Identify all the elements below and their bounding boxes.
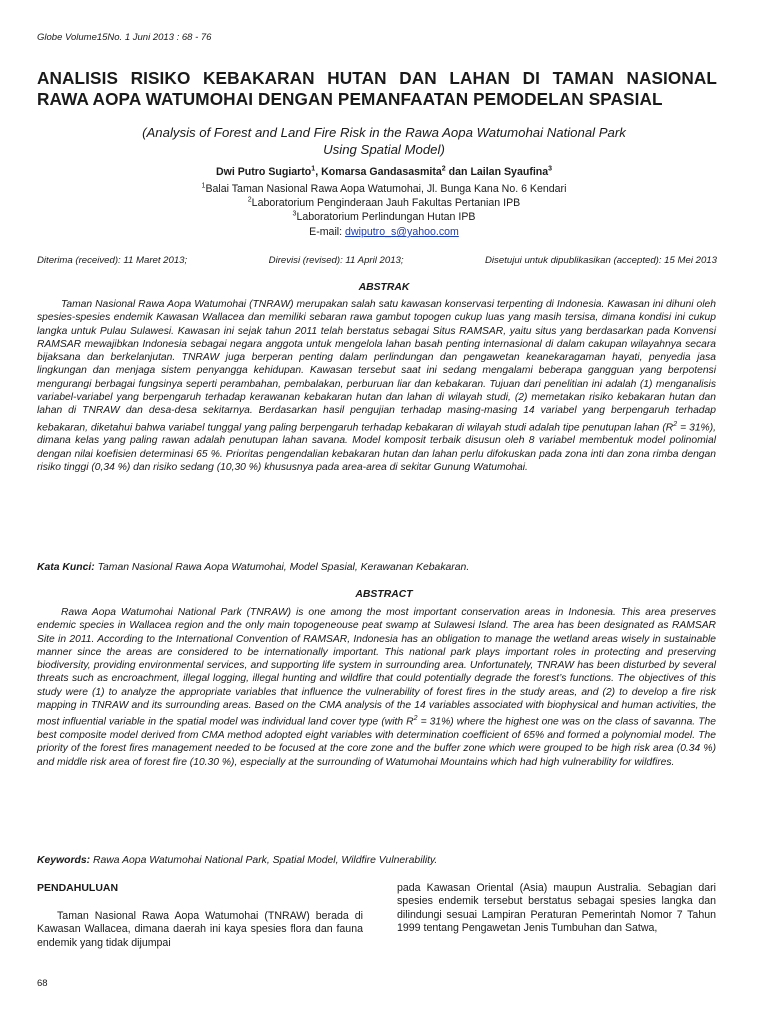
abstrak-text-b: = 31%), dimana kelas yang paling rawan adalah penutupan lahan savana. Model komposit terbaik disusun oleh 8 variabel membentuk model polinomial dengan nilai koefisien determinasi 65 %. Prioritas pengendalian kebakaran hutan dan lahan perlu difokuskan pada zona inti dan zona rimba dengan risiko tinggi (0,34 %) dan risiko sedang (10,30 %) khususnya pada area-area di sekitar Gunung Watumohai. [37,422,716,473]
author-2-sup: 2 [441,165,446,173]
pendahuluan-left-column: Taman Nasional Rawa Aopa Watumohai (TNRAW) berada di Kawasan Wallacea, dimana daerah ini kaya spesies flora dan fauna endemik yang tidak dijumpai [37,910,363,949]
date-accepted: Disetujui untuk dipublikasikan (accepted): 15 Mei 2013 [485,255,717,266]
pendahuluan-right-column: pada Kawasan Oriental (Asia) maupun Australia. Sebagian dari spesies endemik tersebut berstatus sebagai spesies langka dan dilindungi sesuai Lampiran Peraturan Pemerintah Nomor 7 Tahun 1999 tentang Pengawetan Jenis Tumbuhan dan Satwa, [397,882,716,935]
page-number: 68 [37,978,48,989]
email-line [37,226,731,239]
abstrak-superscript: 2 [673,420,678,428]
kata-kunci-label: Kata Kunci: [37,562,95,573]
affiliation-text: Laboratorium Penginderaan Jauh Fakultas Pertanian IPB [251,197,521,209]
author-3: Lailan Syaufina [470,166,549,178]
affiliation-2 [37,197,731,210]
keywords [37,855,727,866]
email-label: E-mail: [309,226,346,238]
abstrak-body [37,298,716,474]
affiliation-sup: 2 [247,196,252,204]
keywords-text: Rawa Aopa Watumohai National Park, Spatial Model, Wildfire Vulnerability. [90,855,438,866]
abstract-text-a: Rawa Aopa Watumohai National Park (TNRAW) is one among the most important conservation areas in Indonesia. This area preserves endemic species in Wallacea region and the only main topogeneouse peat swamp at Sulawesi Island. The area has been designated as RAMSAR Site in 2011. According to the International Convention of RAMSAR, Indonesia has an obligation to manage the wetland areas wisely in sustainable manner since the areas are considered to be internationally important. This national park plays important roles in protecting and preserving biodiversity, providing environmental services, and supporting life system in surrounding area. Unfortunately, TNRAW has been disturbed by several threats such as encroachment, illegal logging, illegal hunting and wildfire that could potentially degrade the forest’s functions. The objectives of this study were (1) to analyze the appropriate variables that influence the vulnerability of forest fires in the study areas, and (2) to develop a fire risk mapping in TNRAW and its surrounding areas. Based on the CMA analysis of the 14 variables associated with biophysical and human activities, the most influential variable in the spatial model was individual land cover type (with R [37,607,716,728]
author-1-sup: 1 [311,165,316,173]
journal-header: Globe Volume15No. 1 Juni 2013 : 68 - 76 [37,32,212,43]
paper-title [37,68,717,110]
author-2: Komarsa Gandasasmita [321,166,442,178]
kata-kunci [37,562,727,573]
abstract-heading: ABSTRACT [355,589,413,600]
affiliation-1 [37,183,731,196]
abstract-body [37,606,716,769]
author-separator: , [315,166,322,178]
email-link[interactable]: dwiputro_s@yahoo.com [345,226,459,238]
date-revised: Direvisi (revised): 11 April 2013; [268,255,404,266]
affiliation-3 [37,211,731,224]
publication-dates [37,255,717,266]
affiliation-text: Balai Taman Nasional Rawa Aopa Watumohai, Jl. Bunga Kana No. 6 Kendari [205,183,567,195]
abstrak-text-a: Taman Nasional Rawa Aopa Watumohai (TNRAW) merupakan salah satu kawasan konservasi terpenting di Indonesia. Kawasan ini dihuni oleh spesies-spesies endemik Kawasan Wallacea dan memiliki sebaran rawa gambut topogen cukup luas yang masih tersisa, dimana kondisi ini cukup langka untuk Pulau Sulawesi. Kawasan ini sejak tahun 2011 telah berstatus sebagai Situs RAMSAR, yaitu situs yang berdasarkan pada Konvensi RAMSAR mewajibkan Indonesia sebagai negara anggota untuk mengelola lahan basah penting internasional di dalam cakupan wilayahnya secara bijaksana dan berkelanjutan. TNRAW juga berperan penting dalam perlindungan dan pengawetan keanekaragaman hayati, penyedia jasa lingkungan dan menjaga sistem penyangga kehidupan. Kawasan tersebut saat ini sedang mengalami beberapa gangguan yang berpotensi mengurangi berbagai fungsinya seperti perambahan, pembalakan, perburuan liar dan kebakaran. Tujuan dari penelitian ini adalah (1) menganalisis variabel-variabel yang berpengaruh terhadap kerawanan kebakaran hutan dan lahan di wilayah studi, (2) memetakan risiko kebakaran hutan dan lahan di TNRAW dan desa-desa sekitarnya. Berdasarkan hasil pengujian terhadap masing-masing 14 variabel yang berpengaruh terhadap kebakaran, diketahui bahwa variabel tunggal yang paling berpengaruh terhadap kebakaran di wilayah studi adalah tipe penutupan lahan (R [37,299,716,434]
subtitle-line-1: (Analysis of Forest and Land Fire Risk in the Rawa Aopa Watumohai National Park [142,125,626,140]
title-line-1: ANALISIS RISIKO KEBAKARAN HUTAN DAN LAHAN DI TAMAN NASIONAL [37,68,717,88]
affiliation-sup: 3 [292,210,297,218]
date-received: Diterima (received): 11 Maret 2013; [37,255,188,266]
author-3-sup: 3 [548,165,553,173]
keywords-label: Keywords: [37,855,91,866]
affiliation-sup: 1 [201,182,206,190]
author-separator: dan [445,166,471,178]
subtitle-line-2: Using Spatial Model) [323,142,445,157]
abstract-text-b: = 31%) where the highest one was on the class of savanna. The best composite model derived from CMA method adopted eight variables with determination coefficient of 65% and formed a polynomial model. The priority of the forest fires management needed to be focused at the core zone and the buffer zone which were grouped to be high risk area (0.34 %) and middle risk area of forest fire (10.30 %), especially at the surrounding of Watumohai Mountains which had high vulnerability for wildfires. [37,716,716,768]
kata-kunci-text: Taman Nasional Rawa Aopa Watumohai, Model Spasial, Kerawanan Kebakaran. [94,562,470,573]
author-1: Dwi Putro Sugiarto [215,166,312,178]
affiliation-text: Laboratorium Perlindungan Hutan IPB [296,211,476,223]
abstrak-heading: ABSTRAK [358,282,410,293]
paper-subtitle [60,124,708,158]
abstract-superscript: 2 [413,715,418,723]
title-line-2: RAWA AOPA WATUMOHAI DENGAN PEMANFAATAN PEMODELAN SPASIAL [37,89,663,109]
pendahuluan-heading: PENDAHULUAN [37,882,119,894]
author-list [37,166,731,178]
